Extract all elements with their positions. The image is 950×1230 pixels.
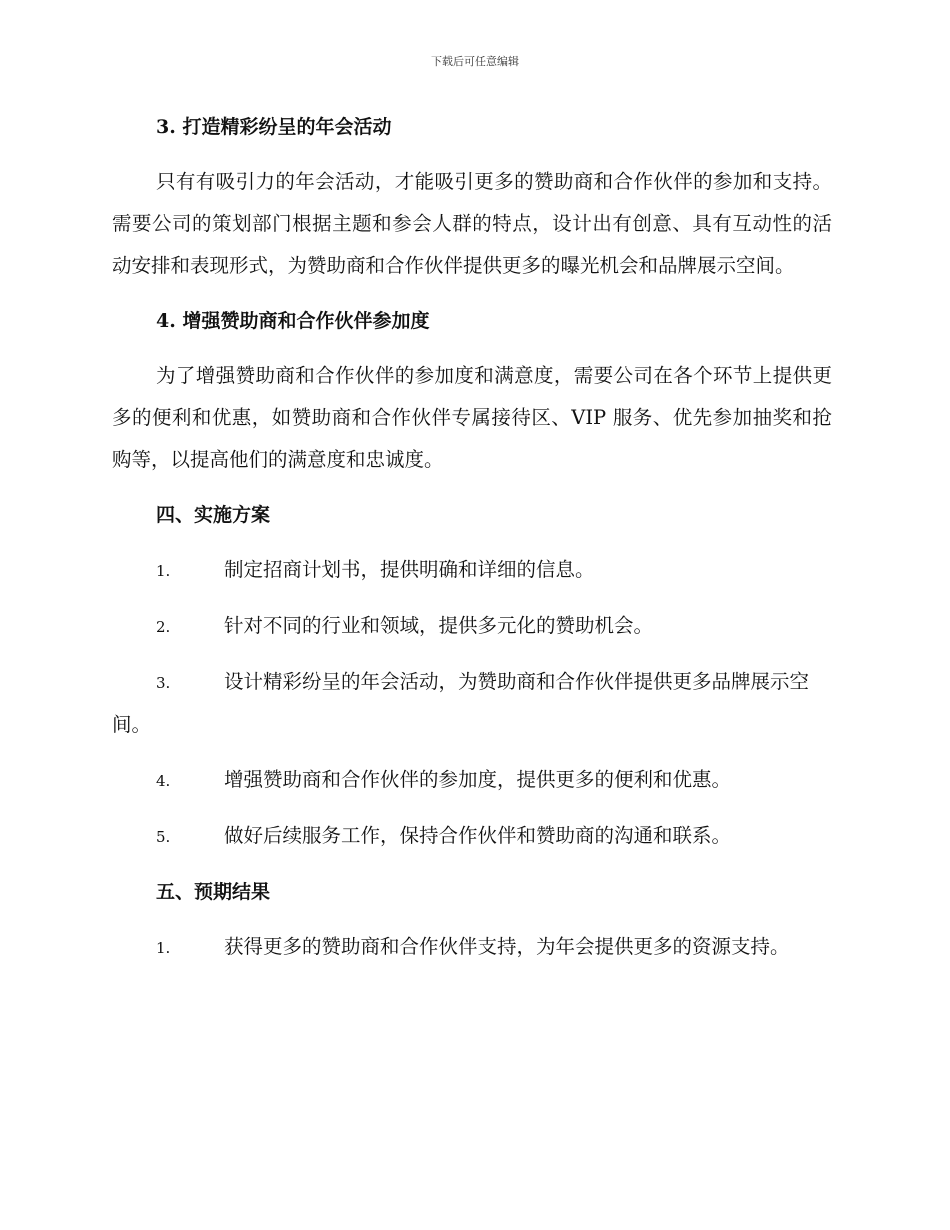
list-number: 1. xyxy=(156,939,171,957)
spacer xyxy=(112,148,832,161)
list-item-text: 设计精彩纷呈的年会活动，为赞助商和合作伙伴提供更多品牌展示空间。 xyxy=(112,670,810,736)
section-paragraph-4: 为了增强赞助商和合作伙伴的参加度和满意度，需要公司在各个环节上提供更多的便利和优惠，如赞助商和合作伙伴专属接待区、VIP 服务、优先参加抽奖和抢购等，以提高他们的满意度和忠诚度。 xyxy=(112,364,832,471)
spacer xyxy=(112,592,832,605)
list-item-text: 做好后续服务工作，保持合作伙伴和赞助商的沟通和联系。 xyxy=(224,824,732,847)
plan-item-1 xyxy=(112,549,832,592)
list-number: 1. xyxy=(156,562,171,580)
plan-item-3 xyxy=(112,661,832,746)
list-item-text: 针对不同的行业和领域，提供多元化的赞助机会。 xyxy=(224,614,654,637)
plan-item-5 xyxy=(112,815,832,858)
plan-item-2 xyxy=(112,605,832,648)
list-item-text: 制定招商计划书，提供明确和详细的信息。 xyxy=(224,558,595,581)
spacer xyxy=(112,481,832,494)
list-number: 2. xyxy=(156,618,171,636)
list-number: 4. xyxy=(156,772,171,790)
spacer xyxy=(112,287,832,300)
section-heading-3: 3. 打造精彩纷呈的年会活动 xyxy=(156,116,392,138)
spacer xyxy=(112,342,832,355)
spacer xyxy=(112,913,832,926)
spacer xyxy=(112,858,832,871)
plan-heading: 四、实施方案 xyxy=(156,504,271,526)
section-paragraph-3: 只有有吸引力的年会活动，才能吸引更多的赞助商和合作伙伴的参加和支持。需要公司的策划部门根据主题和参会人群的特点，设计出有创意、具有互动性的活动安排和表现形式，为赞助商和合作伙伴提供更多的曝光机会和品牌展示空间。 xyxy=(112,170,832,277)
spacer xyxy=(112,536,832,549)
spacer xyxy=(112,746,832,759)
document-body xyxy=(112,106,832,969)
list-item-text: 增强赞助商和合作伙伴的参加度，提供更多的便利和优惠。 xyxy=(224,768,732,791)
list-number: 3. xyxy=(156,674,171,692)
list-number: 5. xyxy=(156,828,171,846)
plan-item-4 xyxy=(112,759,832,802)
results-heading: 五、预期结果 xyxy=(156,881,271,903)
page-header: 下载后可任意编辑 xyxy=(431,55,519,68)
results-item-1 xyxy=(112,926,832,969)
spacer xyxy=(112,802,832,815)
spacer xyxy=(112,648,832,661)
section-heading-4: 4. 增强赞助商和合作伙伴参加度 xyxy=(156,310,430,332)
list-item-text: 获得更多的赞助商和合作伙伴支持，为年会提供更多的资源支持。 xyxy=(224,935,790,958)
